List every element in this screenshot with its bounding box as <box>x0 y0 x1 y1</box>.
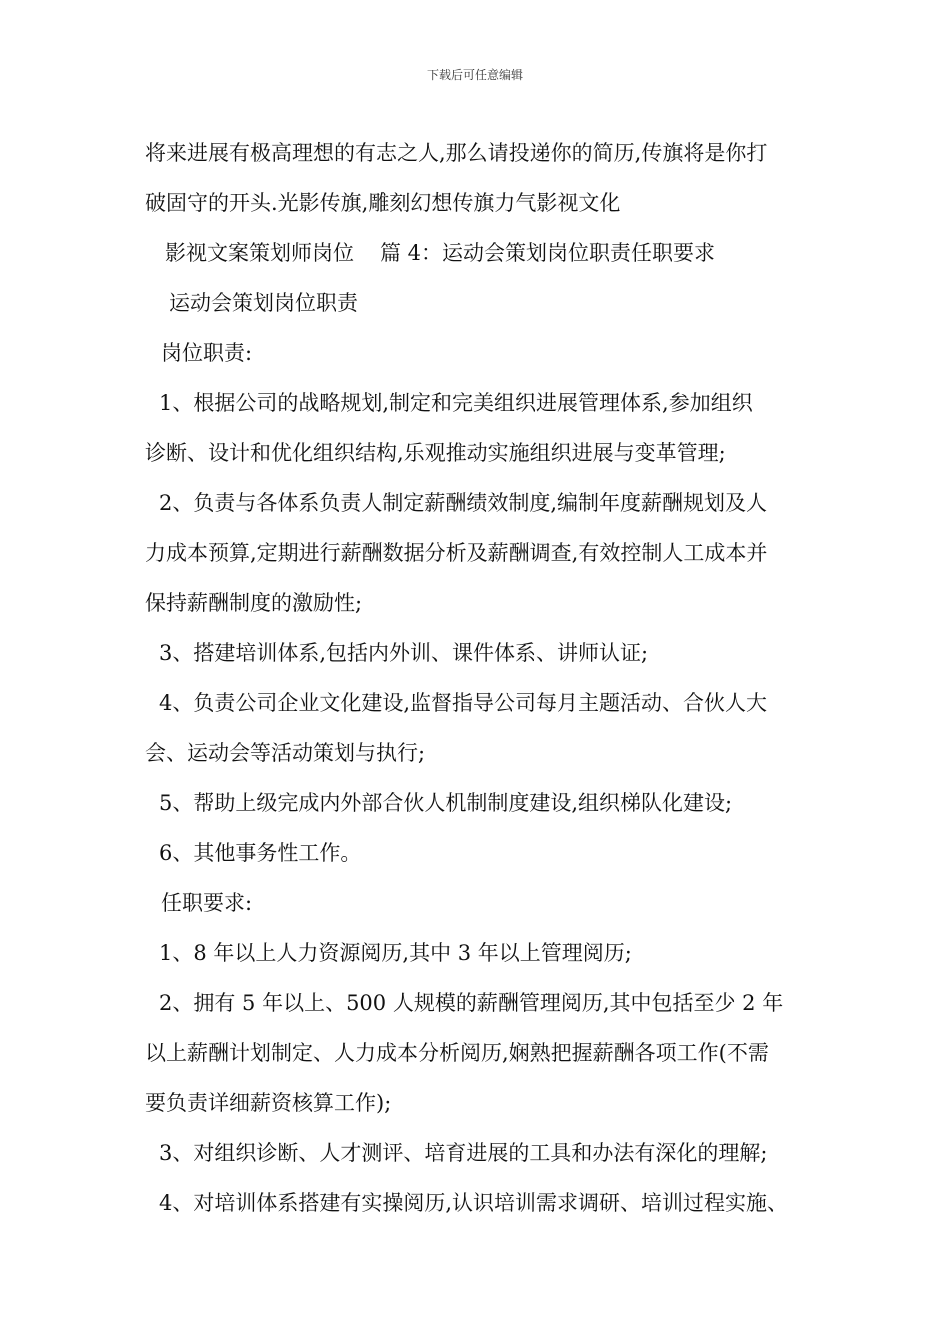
subheading-line: 运动会策划岗位职责 <box>169 291 358 315</box>
paragraph-line: 保持薪酬制度的激励性; <box>145 591 363 615</box>
paragraph-line: 破固守的开头.光影传旗,雕刻幻想传旗力气影视文化 <box>145 191 621 215</box>
paragraph-line: 要负责详细薪资核算工作); <box>145 1091 392 1115</box>
list-item-line: 4、对培训体系搭建有实操阅历,认识培训需求调研、培训过程实施、 <box>159 1191 789 1215</box>
list-item-line: 3、对组织诊断、人才测评、培育进展的工具和办法有深化的理解; <box>159 1141 768 1165</box>
job-title-text: 影视文案策划师岗位 <box>165 241 354 265</box>
subheading-line: 岗位职责: <box>161 341 253 365</box>
list-item-line: 4、负责公司企业文化建设,监督指导公司每月主题活动、合伙人大 <box>159 691 768 715</box>
subheading-line: 任职要求: <box>161 891 253 915</box>
list-item-line: 2、拥有 5 年以上、500 人规模的薪酬管理阅历,其中包括至少 2 年 <box>159 991 784 1015</box>
list-item-line: 1、8 年以上人力资源阅历,其中 3 年以上管理阅历; <box>159 941 632 965</box>
paragraph-line: 以上薪酬计划制定、人力成本分析阅历,娴熟把握薪酬各项工作(不需 <box>145 1041 769 1065</box>
list-item-line: 3、搭建培训体系,包括内外训、课件体系、讲师认证; <box>159 641 649 665</box>
document-body <box>145 128 825 1228</box>
list-item-line: 2、负责与各体系负责人制定薪酬绩效制度,编制年度薪酬规划及人 <box>159 491 768 515</box>
list-item-line: 6、其他事务性工作。 <box>159 841 362 865</box>
list-item-line: 5、帮助上级完成内外部合伙人机制制度建设,组织梯队化建设; <box>159 791 733 815</box>
paragraph-line: 会、运动会等活动策划与执行; <box>145 741 426 765</box>
paragraph-line: 力成本预算,定期进行薪酬数据分析及薪酬调查,有效控制人工成本并 <box>145 541 768 565</box>
paragraph-line: 将来进展有极高理想的有志之人,那么请投递你的简历,传旗将是你打 <box>145 141 768 165</box>
list-item-line: 1、根据公司的战略规划,制定和完美组织进展管理体系,参加组织 <box>159 391 753 415</box>
section-heading-line <box>145 228 825 278</box>
article-title-text: 篇 4：运动会策划岗位职责任职要求 <box>380 241 716 265</box>
page-header-note: 下载后可任意编辑 <box>426 68 523 82</box>
paragraph-line: 诊断、设计和优化组织结构,乐观推动实施组织进展与变革管理; <box>145 441 726 465</box>
